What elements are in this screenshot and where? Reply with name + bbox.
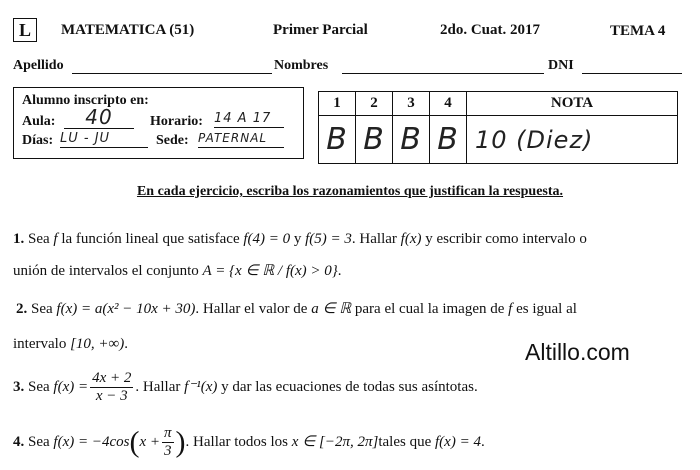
grade-value-2: B	[356, 116, 393, 164]
grade-value-3: B	[393, 116, 430, 164]
problem-3-number: 3.	[13, 378, 25, 395]
right-paren: )	[175, 425, 186, 459]
grades-value-row	[319, 116, 678, 164]
student-box	[13, 87, 304, 159]
student-box-title: Alumno inscripto en:	[22, 93, 149, 108]
apellido-label: Apellido	[13, 58, 64, 73]
problem-2-number: 2.	[16, 301, 28, 317]
grades-table	[318, 91, 678, 164]
grade-header-3: 3	[393, 92, 430, 116]
dias-label: Días:	[22, 133, 54, 148]
nombres-field[interactable]	[342, 58, 544, 74]
pi-fraction: $\frac{\pi}{3}$	[164, 425, 172, 459]
problem-2: 2. Sea f(x) = a(x² − 10x + 30). Hallar el valor de a ∈ ℝ para el cual la imagen de f es igual al	[16, 301, 577, 317]
problem-1: 1. Sea f la función lineal que satisface f(4) = 0 y f(5) = 3. Hallar f(x) y escribir como intervalo o	[13, 231, 587, 247]
set-a: A = {x ∈ ℝ / f(x) > 0}	[202, 263, 338, 279]
dni-label: DNI	[548, 58, 574, 73]
problem-4-number: 4.	[13, 433, 25, 450]
dni-field[interactable]	[582, 58, 682, 74]
tema-letter: L	[18, 20, 31, 40]
instructions: En cada ejercicio, escriba los razonamientos que justifican la respuesta.	[136, 184, 564, 199]
sede-label: Sede:	[156, 133, 189, 148]
grade-value-4: B	[430, 116, 467, 164]
watermark: Altillo.com	[525, 339, 630, 365]
aula-label: Aula:	[22, 114, 56, 129]
exam-title: Primer Parcial	[273, 22, 368, 38]
problem-1-line-2: unión de intervalos el conjunto A = {x ∈ ℝ / f(x) > 0}.	[13, 263, 342, 279]
grade-header-2: 2	[356, 92, 393, 116]
problem-1-number: 1.	[13, 231, 25, 247]
fraction: $\frac{4x + 2}{x - 3}$	[92, 370, 132, 404]
problem-4: 4. Sea f(x) = −4cos(x + $\frac{\pi}{3}$ ). Hallar todos los x ∈ [−2π, 2π]tales que f(x) = 4.	[13, 425, 485, 459]
horario-value: 14 A 17	[214, 110, 284, 128]
left-paren: (	[129, 425, 140, 459]
grade-header-1: 1	[319, 92, 356, 116]
term-label: 2do. Cuat. 2017	[440, 22, 541, 38]
aula-value: 40	[64, 107, 134, 129]
nombres-label: Nombres	[274, 58, 329, 73]
grade-header-nota: NOTA	[467, 92, 678, 116]
subject-title: MATEMATICA (51)	[61, 22, 195, 38]
dias-value: LU - JU	[60, 130, 148, 148]
apellido-field[interactable]	[72, 58, 272, 74]
sede-value: PATERNAL	[198, 130, 284, 148]
problem-2-line-2: intervalo [10, +∞).	[13, 336, 128, 352]
tema-letter-box	[13, 18, 37, 42]
horario-label: Horario:	[150, 114, 203, 129]
problem-3: 3. Sea f(x) = $\frac{4x + 2}{x - 3}$ . Hallar f⁻¹(x) y dar las ecuaciones de todas sus asíntotas.	[13, 370, 478, 404]
grades-header-row	[319, 92, 678, 116]
grade-value-1: B	[319, 116, 356, 164]
grade-value-nota: 10 (Diez)	[467, 116, 678, 164]
grade-header-4: 4	[430, 92, 467, 116]
tema-label: TEMA 4	[610, 23, 666, 39]
